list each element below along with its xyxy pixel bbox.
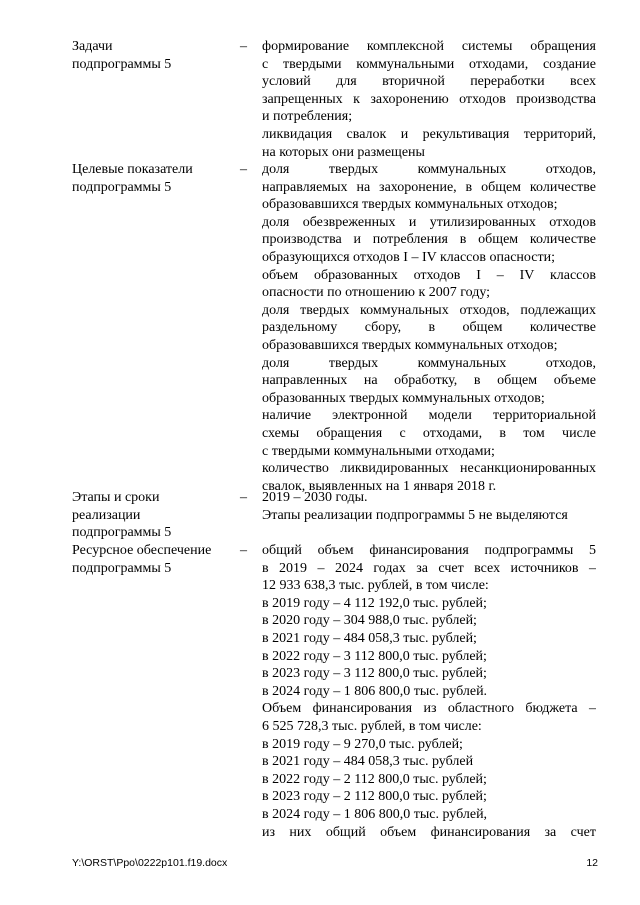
text-line: в 2022 году – 2 112 800,0 тыс. рублей;	[262, 771, 487, 787]
text-line: производства и потребления в общем количестве	[262, 232, 596, 248]
text-line: 2019 – 2030 годы.	[262, 490, 368, 505]
text-line: общий объем финансирования подпрограммы 5	[262, 543, 596, 558]
text-line: в 2019 – 2024 годах за счет всех источников –	[262, 560, 596, 576]
row-label-line: Этапы и сроки	[72, 490, 160, 505]
text-line: в 2022 году – 3 112 800,0 тыс. рублей;	[262, 648, 487, 664]
footer-file-path: Y:\ORST\Ppo\0222p101.f19.docx	[72, 857, 228, 869]
text-line: наличие электронной модели территориальной	[262, 408, 596, 424]
row-label-line: реализации	[72, 507, 141, 523]
row-label-line: подпрограммы 5	[72, 179, 172, 195]
dash-separator: –	[240, 162, 247, 177]
text-line: направляемых на захоронение, в общем количестве	[262, 179, 596, 195]
dash-separator: –	[240, 490, 247, 505]
row-label-line: подпрограммы 5	[72, 560, 172, 576]
text-line: ликвидация свалок и рекультивация территорий,	[262, 126, 596, 142]
text-line: с твердыми коммунальными отходами;	[262, 443, 495, 459]
text-line: доля твердых коммунальных отходов,	[262, 355, 596, 371]
row-label	[72, 38, 232, 73]
row-description	[262, 161, 596, 495]
text-line: запрещенных к захоронению отходов производства	[262, 91, 596, 107]
text-line: доля твердых коммунальных отходов,	[262, 162, 596, 177]
row-label	[72, 542, 232, 577]
text-line: в 2021 году – 484 058,3 тыс. рублей;	[262, 630, 477, 646]
text-line: доля твердых коммунальных отходов, подлежащих	[262, 302, 596, 318]
text-line: образовавшихся твердых коммунальных отходов;	[262, 197, 558, 213]
text-line: объем образованных отходов I – IV классов	[262, 267, 596, 283]
text-line: направленных на обработку, в общем объеме	[262, 373, 596, 389]
text-line: опасности по отношению к 2007 году;	[262, 285, 491, 301]
row-label-line: подпрограммы 5	[72, 56, 172, 72]
text-line: Этапы реализации подпрограммы 5 не выделяются	[262, 507, 568, 523]
row-description	[262, 38, 596, 161]
text-line: в 2024 году – 1 806 800,0 тыс. рублей.	[262, 683, 488, 699]
dash-separator: –	[240, 39, 247, 54]
row-label-line: подпрограммы 5	[72, 525, 172, 541]
row-description	[262, 489, 596, 524]
text-line: образующихся отходов I – IV классов опасности;	[262, 249, 555, 265]
text-line: в 2023 году – 2 112 800,0 тыс. рублей;	[262, 789, 487, 805]
text-line: образовавшихся твердых коммунальных отходов;	[262, 337, 558, 353]
text-line: в 2023 году – 3 112 800,0 тыс. рублей;	[262, 666, 487, 682]
row-label	[72, 489, 232, 542]
text-line: в 2019 году – 9 270,0 тыс. рублей;	[262, 736, 463, 752]
text-line: свалок, выявленных на 1 января 2018 г.	[262, 478, 497, 494]
text-line: раздельному сбору, в общем количестве	[262, 320, 596, 336]
text-line: в 2020 году – 304 988,0 тыс. рублей;	[262, 613, 477, 629]
text-line: в 2021 году – 484 058,3 тыс. рублей	[262, 754, 474, 770]
row-label-line: Ресурсное обеспечение	[72, 543, 212, 558]
row-label-line: Задачи	[72, 39, 113, 54]
text-line: условий для вторичной переработки всех	[262, 74, 596, 90]
row-description	[262, 542, 596, 841]
text-line: на которых они размещены	[262, 144, 425, 160]
text-line: 6 525 728,3 тыс. рублей, в том числе:	[262, 718, 482, 734]
text-line: схемы обращения с отходами, в том числе	[262, 425, 596, 441]
text-line: количество ликвидированных несанкционированных	[262, 461, 596, 477]
dash-separator: –	[240, 543, 247, 558]
text-line: и потребления;	[262, 109, 353, 125]
row-label	[72, 161, 232, 196]
text-line: образованных твердых коммунальных отходов;	[262, 390, 545, 406]
text-line: доля обезвреженных и утилизированных отходов	[262, 214, 596, 230]
footer-page-number: 12	[586, 857, 598, 869]
text-line: в 2019 году – 4 112 192,0 тыс. рублей;	[262, 595, 487, 611]
text-line: в 2024 году – 1 806 800,0 тыс. рублей,	[262, 806, 488, 822]
text-line: Объем финансирования из областного бюджета –	[262, 701, 596, 717]
text-line: с твердыми коммунальными отходами, создание	[262, 56, 596, 72]
text-line: из них общий объем финансирования за счет	[262, 824, 596, 840]
row-label-line: Целевые показатели	[72, 162, 193, 177]
text-line: формирование комплексной системы обращения	[262, 39, 596, 54]
text-line: 12 933 638,3 тыс. рублей, в том числе:	[262, 578, 489, 594]
